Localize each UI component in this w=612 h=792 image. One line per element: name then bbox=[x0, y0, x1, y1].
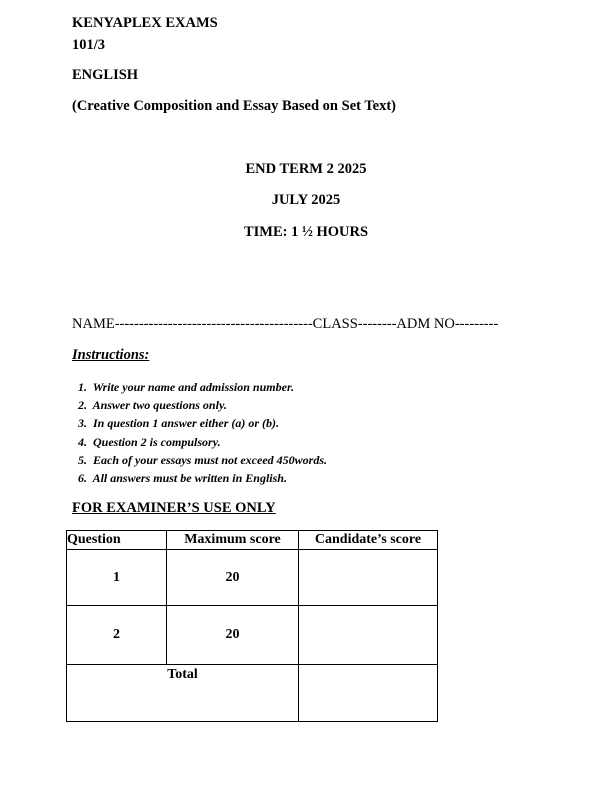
exam-month: JULY 2025 bbox=[271, 192, 341, 208]
table-row bbox=[67, 550, 438, 606]
instruction-item: 5. Each of your essays must not exceed 450words. bbox=[78, 452, 327, 467]
column-header-question: Question bbox=[67, 531, 167, 550]
column-header-candidate-score: Candidate’s score bbox=[299, 531, 438, 550]
exam-term: END TERM 2 2025 bbox=[245, 161, 367, 177]
candidate-score-cell bbox=[299, 550, 438, 606]
examiner-section-title: FOR EXAMINER’S USE ONLY bbox=[72, 500, 276, 516]
column-header-max-score: Maximum score bbox=[167, 531, 299, 550]
paper-code: 101/3 bbox=[72, 37, 106, 53]
paper-title: (Creative Composition and Essay Based on Set Text) bbox=[72, 98, 396, 114]
instructions-title: Instructions: bbox=[72, 347, 150, 363]
total-label: Total bbox=[67, 665, 299, 722]
instruction-item: 4. Question 2 is compulsory. bbox=[78, 434, 221, 449]
table-header-row bbox=[67, 531, 438, 550]
candidate-score-cell bbox=[299, 606, 438, 665]
school-name: KENYAPLEX EXAMS bbox=[72, 15, 218, 31]
subject-title: ENGLISH bbox=[72, 67, 139, 83]
candidate-details-line: NAME-----------------------------------------CLASS--------ADM NO--------- bbox=[72, 316, 499, 332]
instruction-item: 3. In question 1 answer either (a) or (b). bbox=[78, 416, 280, 431]
score-table bbox=[66, 530, 438, 722]
instructions-list bbox=[78, 378, 327, 487]
question-number: 2 bbox=[67, 606, 167, 665]
max-score: 20 bbox=[167, 550, 299, 606]
exam-time: TIME: 1 ½ HOURS bbox=[243, 224, 369, 240]
instruction-item: 6. All answers must be written in English. bbox=[78, 471, 287, 486]
table-row bbox=[67, 606, 438, 665]
question-number: 1 bbox=[67, 550, 167, 606]
max-score: 20 bbox=[167, 606, 299, 665]
instruction-item: 2. Answer two questions only. bbox=[78, 398, 227, 413]
total-score-cell bbox=[299, 665, 438, 722]
instruction-item: 1. Write your name and admission number. bbox=[78, 380, 294, 394]
total-row bbox=[67, 665, 438, 722]
